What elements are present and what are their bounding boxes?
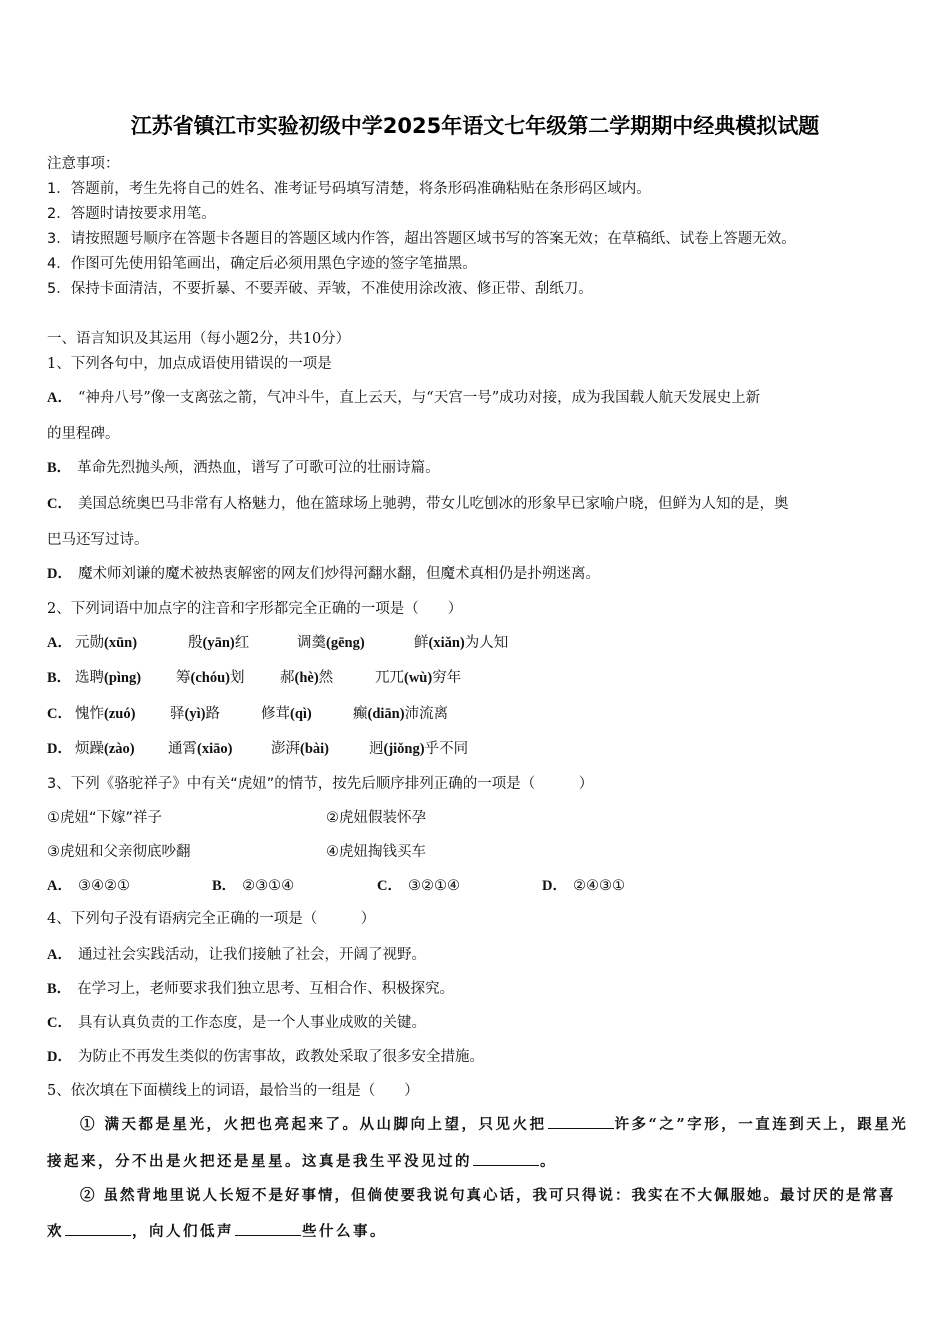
- q1-option-c-cont: 巴马还写过诗。: [47, 532, 149, 548]
- option-label: D．: [47, 566, 72, 582]
- q3-option-c: C． ③②①④: [377, 878, 460, 894]
- q5-passage-1-cont: 接起来，分不出是火把还是星星。这真是我生平没见过的 。: [47, 1153, 557, 1170]
- q2-word: 鲜(xiǎn)为人知: [414, 635, 509, 651]
- option-label: A．: [47, 635, 72, 651]
- notice-item: 2．答题时请按要求用笔。: [47, 206, 216, 222]
- option-label: C．: [47, 496, 72, 512]
- q2-word: 选聘(pìng): [75, 670, 142, 686]
- q2-word: 迥(jiǒng)乎不同: [369, 741, 469, 757]
- notice-item: 1．答题前，考生先将自己的姓名、准考证号码填写清楚，将条形码准确粘贴在条形码区域内。: [47, 181, 651, 197]
- notice-heading: 注意事项：: [47, 156, 120, 172]
- q3-event: ③虎妞和父亲彻底吵翻: [47, 844, 191, 860]
- fill-blank[interactable]: [473, 1153, 539, 1166]
- q4-option-b: B． 在学习上，老师要求我们独立思考、互相合作、积极探究。: [47, 981, 455, 997]
- q4-option-a: A． 通过社会实践活动，让我们接触了社会，开阔了视野。: [47, 947, 426, 963]
- question-5-stem: 5、依次填在下面横线上的词语，最恰当的一组是（ ）: [47, 1083, 419, 1099]
- fill-blank[interactable]: [65, 1223, 131, 1236]
- option-text: 魔术师刘谦的魔术被热衷解密的网友们炒得河翻水翻，但魔术真相仍是扑朔迷离。: [77, 566, 600, 582]
- question-1-stem: 1、下列各句中，加点成语使用错误的一项是: [47, 356, 332, 372]
- notice-item: 5．保持卡面清洁，不要折暴、不要弄破、弄皱，不准使用涂改液、修正带、刮纸刀。: [47, 281, 593, 297]
- fill-blank[interactable]: [548, 1116, 614, 1129]
- q2-word: 通霄(xiāo): [168, 741, 233, 757]
- option-text: 革命先烈抛头颅，洒热血，谱写了可歌可泣的壮丽诗篇。: [77, 460, 440, 476]
- q1-option-a-cont: 的里程碑。: [47, 426, 120, 442]
- q2-word: 烦躁(zào): [75, 741, 135, 757]
- q2-word: 调羹(gēng): [297, 635, 365, 651]
- q3-option-a: A． ③④②①: [47, 878, 130, 894]
- q2-word: 兀兀(wù)穷年: [375, 670, 462, 686]
- option-label: B．: [47, 460, 72, 476]
- q1-option-d: [47, 562, 600, 583]
- q3-event: ①虎妞“下嫁”祥子: [47, 810, 163, 826]
- q1-option-c: [47, 492, 788, 513]
- q3-option-b: B． ②③①④: [212, 878, 295, 894]
- option-label: A．: [47, 390, 72, 406]
- q1-option-b: [47, 456, 440, 477]
- option-label: B．: [47, 670, 72, 686]
- notice-item: 3．请按照题号顺序在答题卡各题目的答题区域内作答，超出答题区域书写的答案无效；在草稿纸、试卷上答题无效。: [47, 231, 796, 247]
- q2-word: 修茸(qì): [261, 706, 312, 722]
- q3-event: ②虎妞假装怀孕: [326, 810, 426, 826]
- q5-passage-1: ① 满天都是星光，火把也亮起来了。从山脚向上望，只见火把 许多“之”字形，一直连到天上，跟星光: [80, 1116, 909, 1133]
- q2-option-c-label: [47, 702, 78, 723]
- option-label: D．: [47, 741, 72, 757]
- q2-word: 郝(hè)然: [280, 670, 334, 686]
- q5-passage-2: ② 虽然背地里说人长短不是好事情，但倘使要我说句真心话，我可只得说：我实在不大佩服她。最讨厌的是常喜: [80, 1187, 896, 1204]
- q2-word: 澎湃(bài): [271, 741, 329, 757]
- q2-word: 驿(yì)路: [170, 706, 220, 722]
- q2-option-a-label: [47, 631, 78, 652]
- page-title: 江苏省镇江市实验初级中学2025年语文七年级第二学期期中经典模拟试题: [130, 114, 820, 138]
- section-heading: 一、语言知识及其运用（每小题2分，共10分）: [47, 331, 351, 347]
- q2-option-b-label: [47, 666, 77, 687]
- q2-word: 殷(yān)红: [188, 635, 250, 651]
- q2-word: 元勋(xūn): [75, 635, 138, 651]
- q2-word: 癫(diān)沛流离: [353, 706, 449, 722]
- q2-word: 筹(chóu)划: [176, 670, 245, 686]
- q3-event: ④虎妞掏钱买车: [326, 844, 426, 860]
- fill-blank[interactable]: [235, 1223, 301, 1236]
- q3-option-d: D． ②④③①: [542, 878, 625, 894]
- question-2-stem: 2、下列词语中加点字的注音和字形都完全正确的一项是（ ）: [47, 601, 463, 617]
- q2-option-d-label: [47, 737, 78, 758]
- q5-passage-2-cont: 欢 ，向人们低声 些什么事。: [47, 1223, 387, 1240]
- q4-option-c: C． 具有认真负责的工作态度，是一个人事业成败的关键。: [47, 1015, 426, 1031]
- option-label: C．: [47, 706, 72, 722]
- option-text: 美国总统奥巴马非常有人格魅力，他在篮球场上驰骋，带女儿吃刨冰的形象早已家喻户晓，但鲜为人知的是，奥: [77, 496, 789, 512]
- q1-option-a: [47, 386, 760, 407]
- option-text: “神舟八号”像一支离弦之箭，气冲斗牛，直上云天，与“天宫一号”成功对接，成为我国载人航天发展史上新: [77, 390, 761, 406]
- question-3-stem: 3、下列《骆驼祥子》中有关“虎妞”的情节，按先后顺序排列正确的一项是（ ）: [47, 776, 594, 792]
- q4-option-d: D． 为防止不再发生类似的伤害事故，政教处采取了很多安全措施。: [47, 1049, 484, 1065]
- notice-item: 4．作图可先使用铅笔画出，确定后必须用黑色字迹的签字笔描黑。: [47, 256, 477, 272]
- q2-word: 愧怍(zuó): [75, 706, 136, 722]
- question-4-stem: 4、下列句子没有语病完全正确的一项是（ ）: [47, 911, 376, 927]
